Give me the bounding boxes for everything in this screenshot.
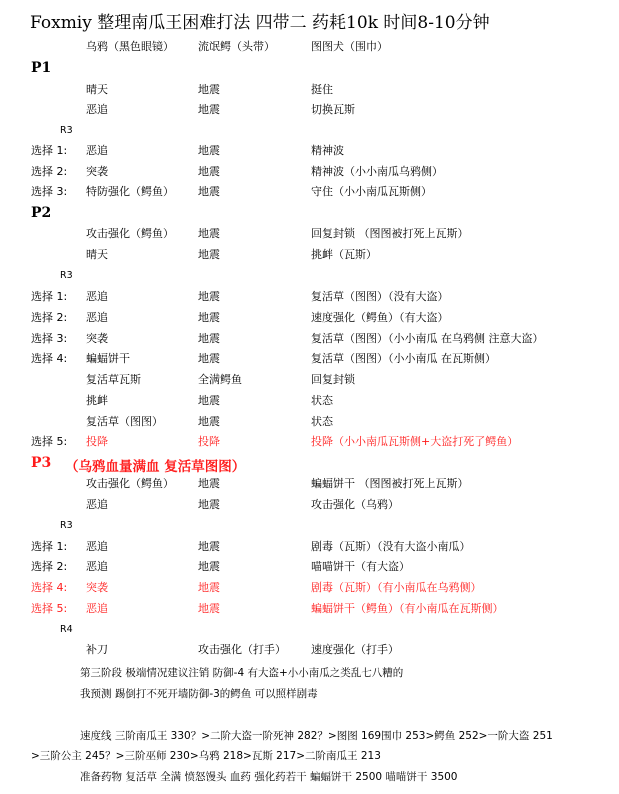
p2-choice4-a: 蝙蝠饼干 (86, 352, 130, 365)
roster-crow: 乌鸦（黑色眼镜） (86, 40, 174, 53)
p2-followup3-a: 复活草（图图） (86, 415, 163, 428)
p3-choice1-b: 地震 (198, 540, 220, 553)
p3-choice4-c: 剧毒（瓦斯）（有小南瓜在乌鸦侧） (311, 581, 482, 594)
phase-2-header: P2 (31, 205, 52, 221)
p2-followup1-c: 回复封锁 (311, 373, 355, 386)
p1-choice1-b: 地震 (198, 144, 220, 157)
p1-choice3-label: 选择 3: (31, 185, 68, 198)
p2-row2-b: 地震 (198, 248, 220, 261)
speed-line-2: >三阶公主 245？>三阶巫师 230>乌鸦 218>瓦斯 217>二阶南瓜王 213 (31, 750, 381, 762)
p2-choice5-b: 投降 (198, 435, 220, 448)
p3-round-label: R3 (60, 520, 73, 531)
p1-row2-b: 地震 (198, 103, 220, 116)
p2-choice2-b: 地震 (198, 311, 220, 324)
roster-croc: 流氓鳄（头带） (198, 40, 275, 53)
p1-choice2-a: 突袭 (86, 165, 108, 178)
p2-choice3-a: 突袭 (86, 332, 108, 345)
p3-choice1-a: 恶追 (86, 540, 108, 553)
p2-followup2-b: 地震 (198, 394, 220, 407)
p2-choice5-a: 投降 (86, 435, 108, 448)
p2-choice4-label: 选择 4: (31, 352, 68, 365)
p3-choice4-label: 选择 4: (31, 581, 68, 594)
p1-choice1-label: 选择 1: (31, 144, 68, 157)
p3-row1-c: 蝙蝠饼干 （图图被打死上瓦斯） (311, 477, 469, 490)
p1-choice3-c: 守住（小小南瓜瓦斯侧） (311, 185, 432, 198)
p2-choice3-label: 选择 3: (31, 332, 68, 345)
p1-round-label: R3 (60, 125, 73, 136)
p3-choice5-c: 蝙蝠饼干（鳄鱼）（有小南瓜在瓦斯侧） (311, 602, 504, 615)
p1-choice2-b: 地震 (198, 165, 220, 178)
p2-followup1-a: 复活草瓦斯 (86, 373, 141, 386)
p3-row1-b: 地震 (198, 477, 220, 490)
phase-1-header: P1 (31, 60, 52, 76)
p2-followup3-b: 地震 (198, 415, 220, 428)
p2-choice1-a: 恶追 (86, 290, 108, 303)
p2-choice3-b: 地震 (198, 332, 220, 345)
p1-row1-b: 地震 (198, 83, 220, 96)
p3-choice2-b: 地震 (198, 560, 220, 573)
phase-3-header: P3 (31, 455, 52, 471)
roster-dog: 图图犬（围巾） (311, 40, 388, 53)
p2-choice4-b: 地震 (198, 352, 220, 365)
p2-choice2-c: 速度强化（鳄鱼）（有大盗） (311, 311, 449, 324)
p2-row2-a: 晴天 (86, 248, 108, 261)
p2-row1-b: 地震 (198, 227, 220, 240)
p1-choice2-c: 精神波（小小南瓜乌鸦侧） (311, 165, 443, 178)
p3-choice1-label: 选择 1: (31, 540, 68, 553)
phase-3-note: （乌鸦血量满血 复活草图图） (65, 459, 246, 475)
p2-followup3-c: 状态 (311, 415, 333, 428)
p2-choice2-label: 选择 2: (31, 311, 68, 324)
p3-r4-b: 攻击强化（打手） (198, 643, 286, 656)
p1-row2-a: 恶追 (86, 103, 108, 116)
p3-choice2-c: 喵喵饼干（有大盗） (311, 560, 410, 573)
items-line: 准备药物 复活草 全满 愤怒馒头 血药 强化药若干 蝙蝠饼干 2500 喵喵饼干 3500 (80, 771, 458, 783)
p3-choice4-a: 突袭 (86, 581, 108, 594)
p2-round-label: R3 (60, 270, 73, 281)
note-line-1: 第三阶段 极端情况建议注销 防御-4 有大盗+小小南瓜之类乱七八糟的 (80, 667, 404, 679)
p2-choice1-label: 选择 1: (31, 290, 68, 303)
p3-r4-c: 速度强化（打手） (311, 643, 399, 656)
p2-choice1-c: 复活草（图图）（没有大盗） (311, 290, 449, 303)
p3-row2-a: 恶追 (86, 498, 108, 511)
p3-choice5-b: 地震 (198, 602, 220, 615)
p2-row1-c: 回复封锁 （图图被打死上瓦斯） (311, 227, 469, 240)
p3-row1-a: 攻击强化（鳄鱼） (86, 477, 174, 490)
speed-line-1: 速度线 三阶南瓜王 330？>二阶大盗一阶死神 282？>图图 169围巾 253>鳄鱼 252>一阶大盗 251 (80, 730, 553, 742)
p1-choice1-c: 精神波 (311, 144, 344, 157)
p1-row1-c: 挺住 (311, 83, 333, 96)
p1-choice3-a: 特防强化（鳄鱼） (86, 185, 174, 198)
p2-choice1-b: 地震 (198, 290, 220, 303)
p3-choice1-c: 剧毒（瓦斯）（没有大盗小南瓜） (311, 540, 471, 553)
p3-choice2-a: 恶追 (86, 560, 108, 573)
p3-choice5-a: 恶追 (86, 602, 108, 615)
p1-choice1-a: 恶追 (86, 144, 108, 157)
p3-r4-a: 补刀 (86, 643, 108, 656)
p2-followup2-c: 状态 (311, 394, 333, 407)
p2-row1-a: 攻击强化（鳄鱼） (86, 227, 174, 240)
p3-choice4-b: 地震 (198, 581, 220, 594)
p2-followup1-b: 全满鳄鱼 (198, 373, 242, 386)
p3-choice5-label: 选择 5: (31, 602, 68, 615)
p3-row2-c: 攻击强化（乌鸦） (311, 498, 399, 511)
p3-row2-b: 地震 (198, 498, 220, 511)
p2-choice3-c: 复活草（图图）（小小南瓜 在乌鸦侧 注意大盗） (311, 332, 544, 345)
p1-row2-c: 切换瓦斯 (311, 103, 355, 116)
p1-choice3-b: 地震 (198, 185, 220, 198)
p2-choice4-c: 复活草（图图）（小小南瓜 在瓦斯侧） (311, 352, 496, 365)
p1-choice2-label: 选择 2: (31, 165, 68, 178)
p2-choice2-a: 恶追 (86, 311, 108, 324)
p1-row1-a: 晴天 (86, 83, 108, 96)
p2-choice5-c: 投降（小小南瓜瓦斯侧+大盗打死了鳄鱼） (311, 435, 519, 448)
p2-row2-c: 挑衅（瓦斯） (311, 248, 377, 261)
p3-choice2-label: 选择 2: (31, 560, 68, 573)
p3-round4-label: R4 (60, 624, 73, 635)
note-line-2: 我预测 踢倒打不死开墙防御-3的鳄鱼 可以照样剧毒 (80, 688, 318, 700)
p2-choice5-label: 选择 5: (31, 435, 68, 448)
page-title: Foxmiy 整理南瓜王困难打法 四带二 药耗10k 时间8-10分钟 (30, 13, 490, 33)
p2-followup2-a: 挑衅 (86, 394, 108, 407)
